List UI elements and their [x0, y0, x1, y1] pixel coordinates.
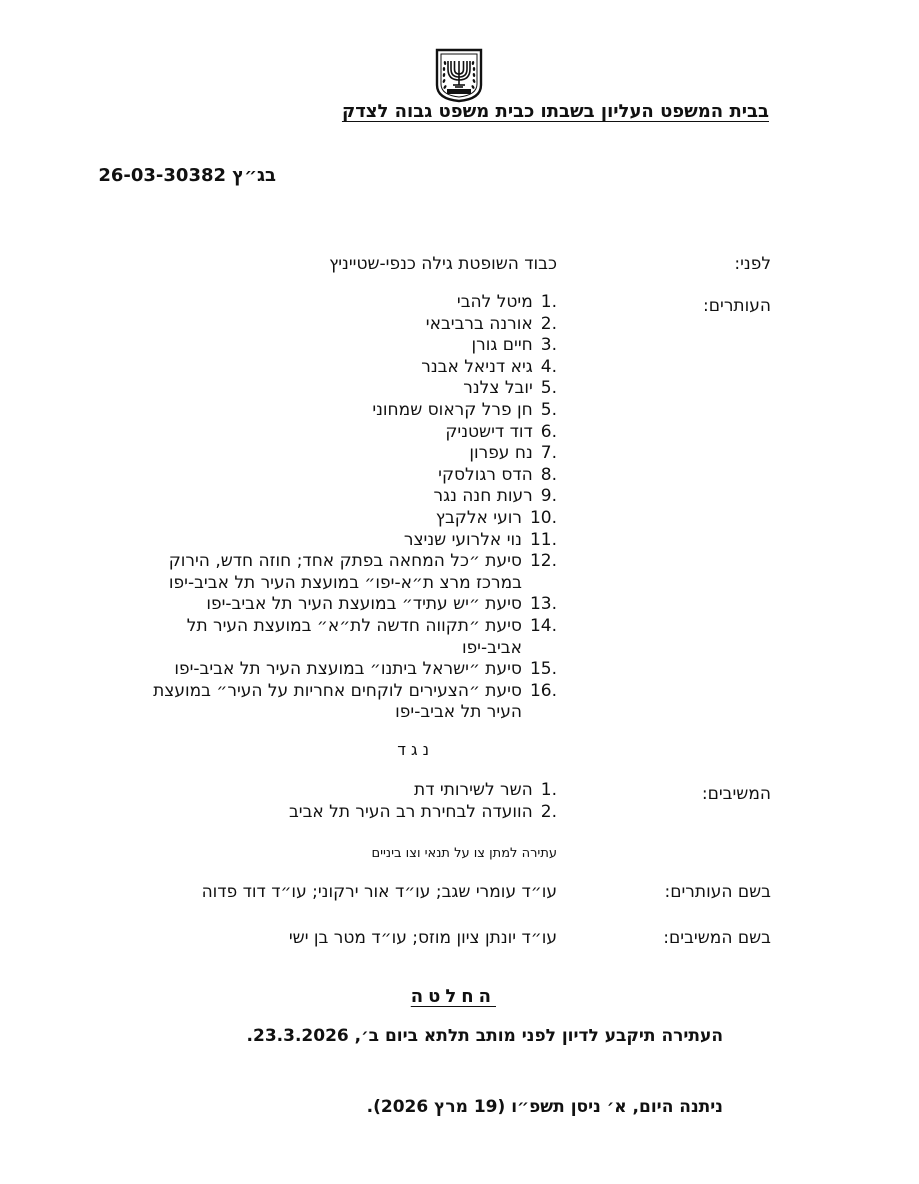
petitioner-name: הדס רגולסקי [438, 464, 533, 485]
decision-text: העתירה תיקבע לדיון לפני מותב תלתא ביום ב׳, 23.3.2026. [246, 1026, 723, 1046]
judge-name: כבוד השופטת גילה כנפי-שטייניץ [329, 254, 557, 274]
petitioner-name: סיעת ״ישראל ביתנו״ במועצת העיר תל אביב-יפו [174, 659, 522, 680]
case-number: בג״ץ 26-03-30382 [98, 165, 276, 186]
petitioner-name: סיעת ״יש עתיד״ במועצת העיר תל אביב-יפו [206, 594, 522, 615]
petitioner-name: גיא דניאל אבנר [421, 356, 533, 377]
petitioner-name: סיעת ״כל המחאה בפתק אחד; חוזה חדש, הירוק במרכז מרצ ת״א-יפו״ במועצת העיר תל אביב-יפו [168, 551, 522, 593]
list-item [137, 530, 557, 552]
petitioner-name: יובל צלנר [463, 378, 533, 399]
before-label: לפני: [734, 254, 771, 274]
state-emblem-icon [431, 47, 487, 103]
item-number: 5. [540, 399, 557, 420]
respondents-counsel-label: בשם המשיבים: [663, 928, 771, 948]
list-item [137, 780, 557, 802]
list-item [137, 400, 557, 422]
item-number: 13. [529, 594, 557, 615]
list-item [137, 314, 557, 336]
petitioner-name: דוד דישטניק [445, 421, 533, 442]
petitioner-name: רועי אלקבץ [435, 507, 522, 528]
list-item [137, 335, 557, 357]
item-number: 6. [540, 421, 557, 442]
petitioners-counsel: עו״ד עומרי שגב; עו״ד אור ירקוני; עו״ד דוד פדוה [201, 882, 557, 902]
petitioners-label: העותרים: [703, 296, 771, 316]
item-number: 14. [529, 615, 557, 636]
list-item [137, 616, 557, 659]
item-number: 12. [529, 551, 557, 572]
list-item [137, 802, 557, 824]
petitioner-name: נוי אלרועי שניצר [403, 529, 522, 550]
list-item [137, 378, 557, 400]
list-item [137, 594, 557, 616]
petitioner-name: סיעת ״הצעירים לוקחים אחריות על העיר״ במועצת העיר תל אביב-יפו [153, 680, 522, 723]
petitioner-name: רעות חנה נגר [433, 486, 533, 507]
list-item [137, 659, 557, 681]
decision-heading: החלטה [410, 986, 496, 1007]
item-number: 15. [529, 659, 557, 680]
item-number: 16. [529, 680, 557, 701]
item-number: 9. [540, 486, 557, 507]
list-item [137, 681, 557, 724]
list-item [137, 443, 557, 465]
item-number: 1. [540, 780, 557, 800]
item-number: 7. [540, 443, 557, 464]
respondent-name: השר לשירותי דת [414, 780, 533, 800]
petitioners-counsel-label: בשם העותרים: [664, 882, 771, 902]
list-item [137, 292, 557, 314]
petitioner-name: מיטל להבי [456, 292, 533, 312]
item-number: 8. [540, 464, 557, 485]
petitioners-list [137, 292, 557, 724]
list-item [137, 508, 557, 530]
list-item [137, 486, 557, 508]
petitioner-name: נח עפרון [469, 443, 533, 464]
item-number: 2. [540, 313, 557, 334]
list-item [137, 422, 557, 444]
petitioner-name: סיעת ״תקווה חדשה לת״א״ במועצת העיר תל אביב-יפו [186, 615, 522, 658]
motion-description: עתירה למתן צו על תנאי וצו ביניים [371, 846, 557, 861]
item-number: 11. [529, 529, 557, 550]
respondent-name: הוועדה לבחירת רב העיר תל אביב [288, 801, 533, 822]
item-number: 5. [540, 378, 557, 399]
list-item [137, 357, 557, 379]
versus-heading: נגד [397, 740, 434, 759]
item-number: 10. [529, 507, 557, 528]
court-title: בבית המשפט העליון בשבתו כבית משפט גבוה לצדק [341, 101, 769, 122]
list-item [137, 551, 557, 594]
list-item [137, 465, 557, 487]
item-number: 3. [540, 335, 557, 356]
petitioner-name: חן פרל קראוס שמחוני [372, 399, 533, 420]
respondents-label: המשיבים: [701, 784, 771, 804]
item-number: 1. [540, 292, 557, 312]
respondents-counsel: עו״ד יונתן ציון מוזס; עו״ד מטר בן ישי [288, 928, 557, 948]
given-date: ניתנה היום, א׳ ניסן תשפ״ו (19 מרץ 2026). [366, 1097, 723, 1117]
petitioner-name: אורנה ברביבאי [425, 313, 533, 334]
respondents-list [137, 780, 557, 823]
item-number: 2. [540, 801, 557, 822]
petitioner-name: חיים גורן [471, 335, 533, 356]
item-number: 4. [540, 356, 557, 377]
